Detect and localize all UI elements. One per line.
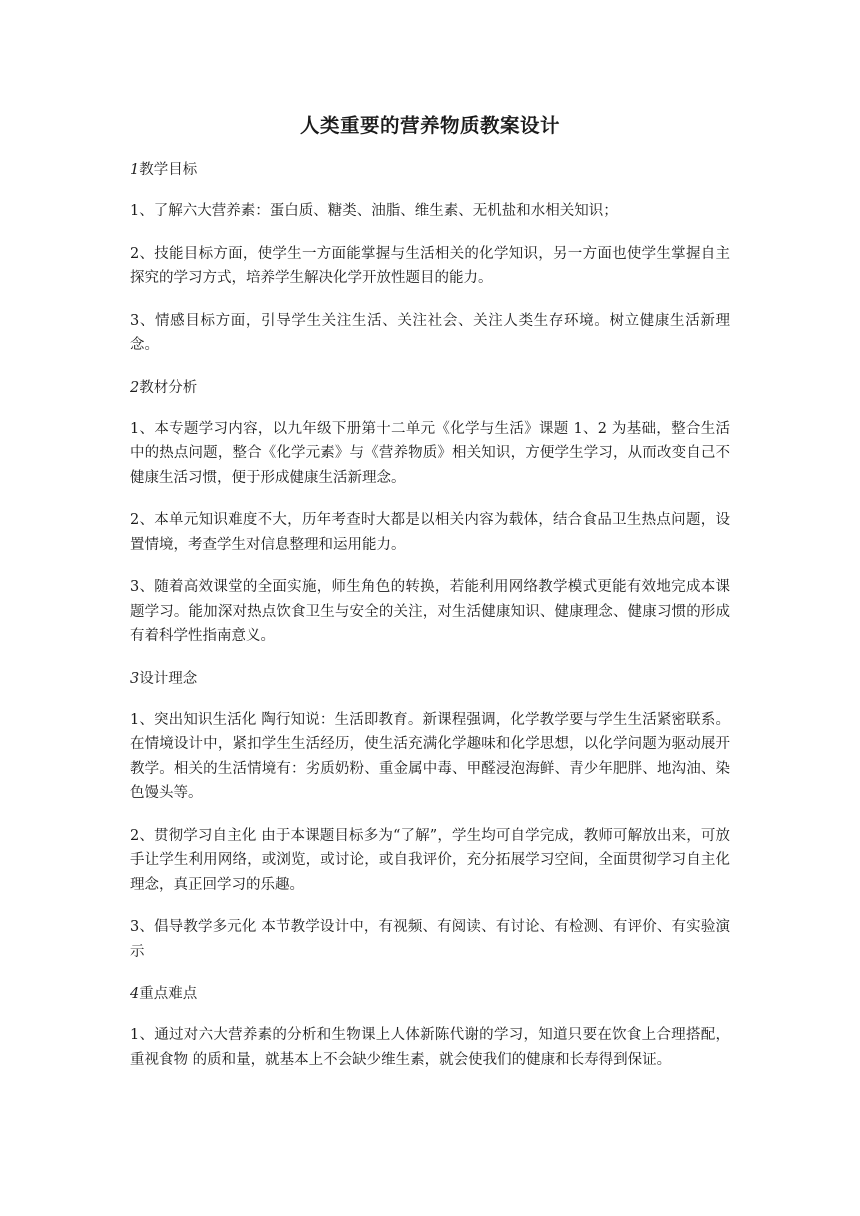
section-heading (130, 667, 730, 691)
section-material-analysis (130, 376, 730, 649)
paragraph: 3、情感目标方面，引导学生关注生活、关注社会、关注人类生存环境。树立健康生活新理念。 (130, 312, 730, 353)
section-heading (130, 982, 730, 1006)
document-body (130, 112, 730, 1090)
section-heading (130, 376, 730, 400)
section-key-difficulties (130, 982, 730, 1072)
paragraph: 2、技能目标方面，使学生一方面能掌握与生活相关的化学知识，另一方面也使学生掌握自主探究的学习方式，培养学生解决化学开放性题目的能力。 (130, 245, 730, 286)
paragraph: 3、倡导教学多元化 本节教学设计中，有视频、有阅读、有讨论、有检测、有评价、有实验演示 (130, 919, 730, 960)
section-heading-text: 重点难点 (139, 986, 198, 1002)
section-design-concept (130, 667, 730, 965)
paragraph: 2、贯彻学习自主化 由于本课题目标多为“了解”，学生均可自学完成，教师可解放出来，可放手让学生利用网络，或浏览，或讨论，或自我评价，充分拓展学习空间，全面贯彻学习自主化理念，真正回学习的乐趣。 (130, 827, 730, 893)
paragraph: 3、随着高效课堂的全面实施，师生角色的转换，若能利用网络教学模式更能有效地完成本课题学习。能加深对热点饮食卫生与安全的关注，对生活健康知识、健康理念、健康习惯的形成有着科学性指南意义。 (130, 579, 730, 644)
section-heading-text: 设计理念 (139, 670, 198, 687)
section-heading-text: 教学目标 (139, 162, 198, 178)
paragraph: 1、通过对六大营养素的分析和生物课上人体新陈代谢的学习，知道只要在饮食上合理搭配，重视食物 的质和量，就基本上不会缺少维生素，就会使我们的健康和长寿得到保证。 (130, 1027, 730, 1068)
paragraph: 1、突出知识生活化 陶行知说：生活即教育。新课程强调，化学教学要与学生生活紧密联系。在情境设计中，紧扣学生生活经历，使生活充满化学趣味和化学思想，以化学问题为驱动展开教学。相关的生活情境有：劣质奶粉、重金属中毒、甲醛浸泡海鲜、青少年肥胖、地沟油、染色馒头等。 (130, 711, 730, 801)
section-number: 1 (130, 162, 140, 178)
section-number: 3 (130, 670, 140, 687)
section-number: 4 (130, 986, 140, 1002)
section-teaching-objectives (130, 158, 730, 358)
paragraph: 1、了解六大营养素：蛋白质、糖类、油脂、维生素、无机盐和水相关知识； (130, 203, 618, 219)
section-heading-text: 教材分析 (139, 379, 198, 396)
section-number: 2 (130, 379, 140, 396)
paragraph: 2、本单元知识难度不大，历年考查时大都是以相关内容为载体，结合食品卫生热点问题，设置情境，考查学生对信息整理和运用能力。 (130, 512, 730, 553)
paragraph: 1、本专题学习内容，以九年级下册第十二单元《化学与生活》课题 1、2 为基础，整合生活中的热点问题，整合《化学元素》与《营养物质》相关知识，方便学生学习，从而改变自己不健康生活习惯，便于形成健康生活新理念。 (130, 420, 730, 486)
section-heading (130, 158, 730, 182)
document-title: 人类重要的营养物质教案设计 (299, 114, 560, 137)
